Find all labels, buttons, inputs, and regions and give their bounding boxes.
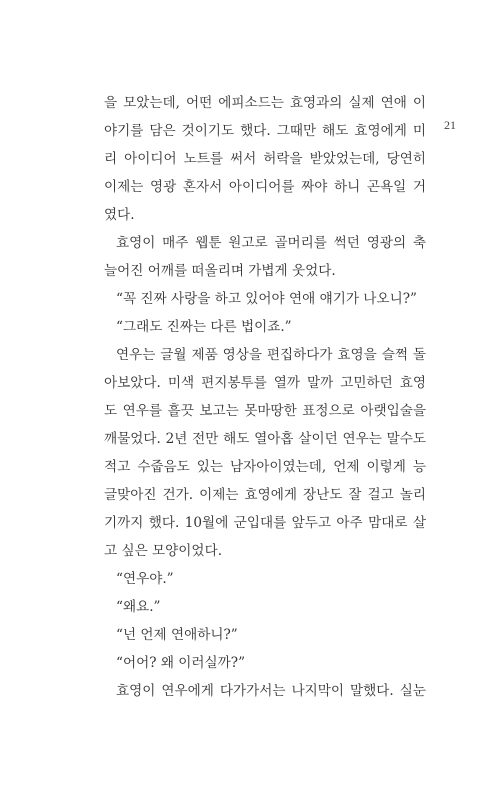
body-text bbox=[104, 89, 426, 705]
text-line: 고 싶은 모양이었다. bbox=[104, 543, 223, 559]
text-line: “넌 언제 연애하니?” bbox=[116, 627, 238, 643]
text-line: “꼭 진짜 사랑을 하고 있어야 연애 얘기가 나오니?” bbox=[116, 291, 417, 307]
text-line: 야기를 담은 것이기도 했다. 그때만 해도 효영에게 미 bbox=[104, 123, 426, 139]
text-line: 아보았다. 미색 편지봉투를 열까 말까 고민하던 효영 bbox=[104, 375, 426, 391]
text-line: “그래도 진짜는 다른 법이죠.” bbox=[116, 319, 292, 335]
text-line: 이제는 영광 혼자서 아이디어를 짜야 하니 곤욕일 거 bbox=[104, 179, 426, 195]
text-line: 을 모았는데, 어떤 에피소드는 효영과의 실제 연애 이 bbox=[104, 95, 426, 111]
page-number: 21 bbox=[444, 118, 456, 132]
text-line: 연우는 글월 제품 영상을 편집하다가 효영을 슬쩍 돌 bbox=[116, 347, 426, 363]
text-line: 리 아이디어 노트를 써서 허락을 받았었는데, 당연히 bbox=[104, 151, 426, 167]
text-line: 적고 수줍음도 있는 남자아이였는데, 언제 이렇게 능 bbox=[104, 459, 426, 475]
text-line: “어어? 왜 이러실까?” bbox=[116, 655, 246, 671]
text-line: 효영이 연우에게 다가가서는 나지막이 말했다. 실눈 bbox=[116, 683, 426, 699]
text-line: 깨물었다. 2년 전만 해도 열아홉 살이던 연우는 말수도 bbox=[104, 431, 426, 447]
text-line: 효영이 매주 웹툰 원고로 골머리를 썩던 영광의 축 bbox=[116, 235, 426, 251]
text-line: 글맞아진 건가. 이제는 효영에게 장난도 잘 걸고 놀리 bbox=[104, 487, 426, 503]
text-line: “연우야.” bbox=[116, 571, 174, 587]
text-line: 도 연우를 흘끗 보고는 못마땅한 표정으로 아랫입술을 bbox=[104, 403, 426, 419]
text-line: 기까지 했다. 10월에 군입대를 앞두고 아주 맘대로 살 bbox=[104, 515, 426, 531]
text-line: 였다. bbox=[104, 207, 135, 223]
text-line: “왜요.” bbox=[116, 599, 161, 615]
text-line: 늘어진 어깨를 떠올리며 가볍게 웃었다. bbox=[104, 263, 336, 279]
